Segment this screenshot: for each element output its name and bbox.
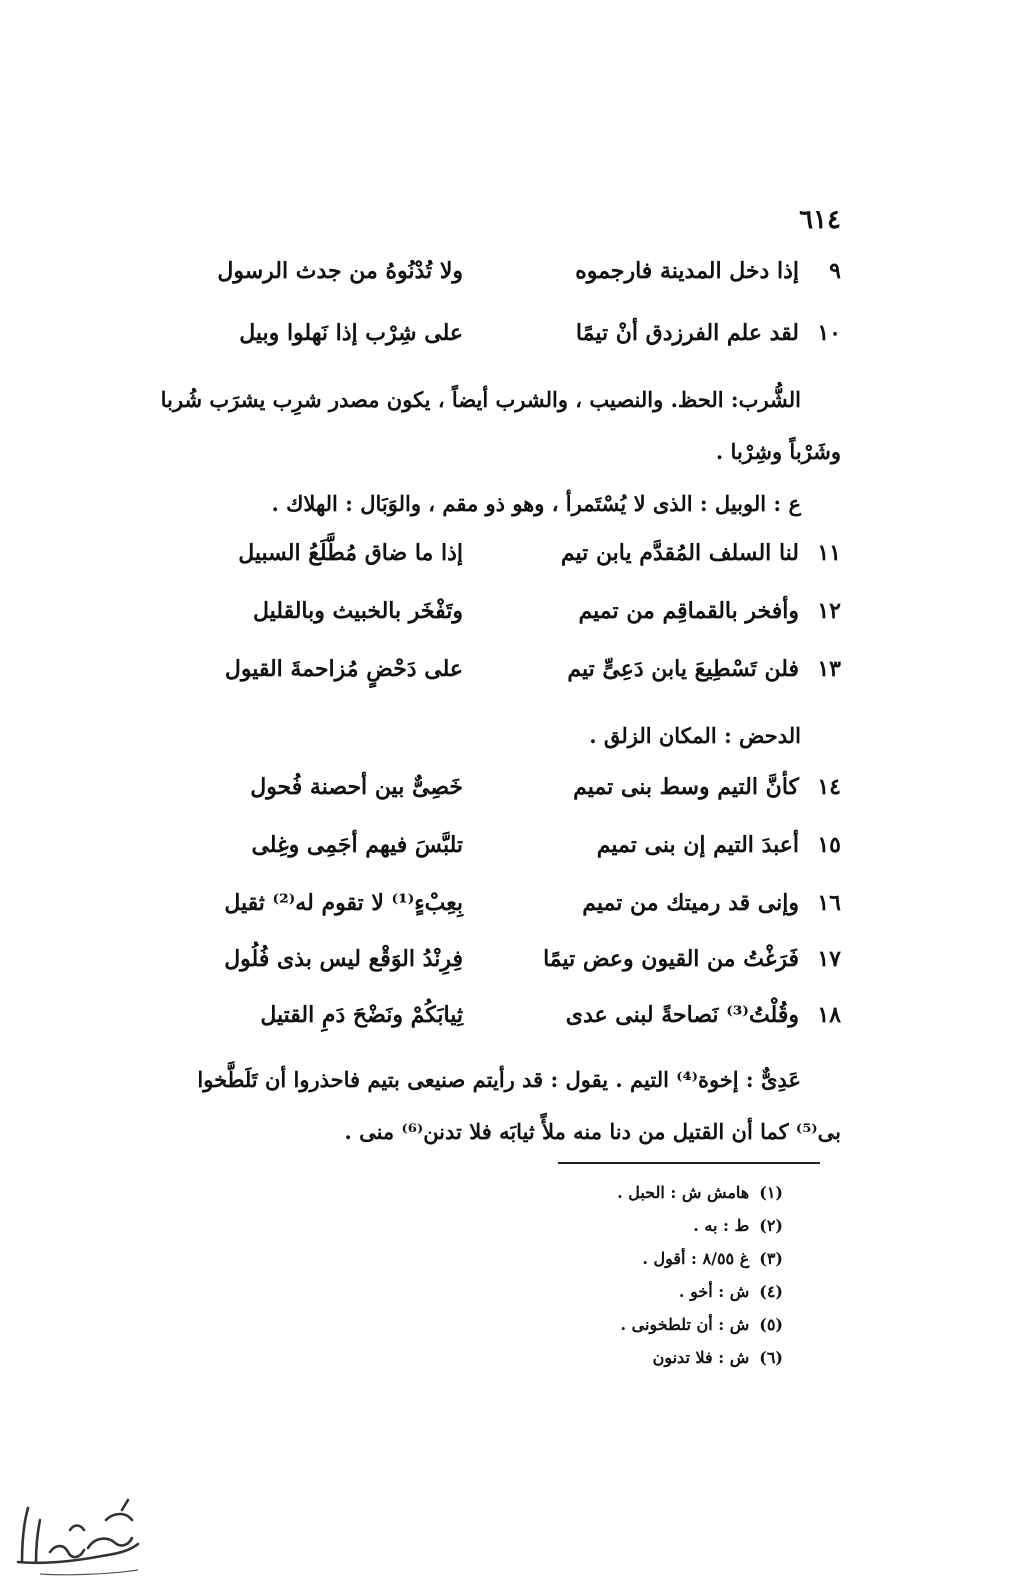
verse-line (181, 1002, 841, 1042)
verse-hemistich-first: لقد علم الفرزدق أنْ تيمًا (575, 320, 799, 346)
verse-line (181, 320, 841, 360)
verse-hemistich-second: إذا ما ضاق مُطَّلَعُ السبيل (238, 540, 463, 566)
footnote-number: (٢) (759, 1216, 783, 1235)
verse-line (181, 890, 841, 930)
library-stamp-icon (10, 1490, 150, 1580)
verse-hemistich-first: كأنَّ التيم وسط بنى تميم (573, 774, 799, 800)
verse-hemistich-second: وتَفْخَر بالخبيث وبالقليل (252, 598, 463, 624)
footnote (483, 1242, 783, 1275)
footnote (483, 1308, 783, 1341)
verse-hemistich-first: وإنى قد رميتك من تميم (582, 890, 799, 916)
verse-line (181, 946, 841, 986)
footnote-divider (558, 1162, 820, 1164)
footnote-number: (٣) (759, 1249, 783, 1268)
verse-line (181, 656, 841, 696)
page-number: ٦١٤ (799, 205, 841, 235)
verse-hemistich-second: بِعِبْءٍ⁽¹⁾ لا تقوم له⁽²⁾ ثقيل (224, 890, 463, 916)
commentary-paragraph: عَدِىٌّ : إخوة⁽⁴⁾ التيم . يقول : قد رأيتم صنيعى بتيم فاحذروا أن تَلَطَّخوا بى⁽⁵⁾ كما أن القتيل من دنا منه ملأً ثيابَه فلا تدنن⁽⁶⁾ منى . (197, 1067, 841, 1144)
footnote-text: غ ٨/٥٥ : أقول . (642, 1249, 750, 1268)
verse-number: ١١ (817, 540, 841, 566)
verse-line (181, 774, 841, 814)
verse-number: ١٥ (817, 832, 841, 858)
verse-line (181, 598, 841, 638)
footnote-text: ش : فلا تدنون (652, 1348, 750, 1367)
commentary-paragraph: الشُّرب: الحظ. والنصيب ، والشرب أيضاً ، يكون مصدر شرِب يشرَب شُربا وشَرْباً وشِرْبا . (160, 387, 841, 464)
footnote-number: (٦) (759, 1348, 783, 1367)
verse-hemistich-second: ثِيابَكُمْ ونَضْحَ دَمِ القتيل (260, 1002, 463, 1028)
verse-hemistich-first: فلن تَسْطِيعَ يابن دَعِىٍّ تيم (567, 656, 799, 682)
verse-number: ١٨ (817, 1002, 841, 1028)
footnote-text: ط : به . (693, 1216, 750, 1235)
verse-number: ١٠ (817, 320, 841, 346)
verse-hemistich-second: خَصِىٌّ بين أحصنة فُحول (250, 774, 463, 800)
verse-hemistich-first: أعبدَ التيم إن بنى تميم (596, 832, 799, 858)
verse-hemistich-first: لنا السلف المُقدَّم يابن تيم (560, 540, 799, 566)
verse-line (181, 832, 841, 872)
verse-line (181, 540, 841, 580)
footnotes (483, 1176, 783, 1374)
footnote (483, 1341, 783, 1374)
footnote-number: (٥) (759, 1315, 783, 1334)
commentary-paragraph: ع : الوبيل : الذى لا يُسْتَمرأ ، وهو ذو مقم ، والوَبَال : الهلاك . (271, 491, 801, 516)
verse-number: ١٧ (817, 946, 841, 972)
footnote (483, 1275, 783, 1308)
verse-number: ١٤ (817, 774, 841, 800)
verse-hemistich-first: وقُلْتُ⁽³⁾ نَصاحةً لبنى عدى (565, 1002, 799, 1028)
verse-hemistich-second: على شِرْب إذا نَهلوا وبيل (239, 320, 463, 346)
footnote-text: ش : أخو . (678, 1282, 750, 1301)
verse-hemistich-first: وأفخر بالقماقِم من تميم (578, 598, 799, 624)
verse-number: ١٣ (817, 656, 841, 682)
verse-hemistich-first: إذا دخل المدينة فارجموه (575, 258, 799, 284)
footnote-number: (١) (759, 1183, 783, 1202)
footnote (483, 1209, 783, 1242)
footnote-number: (٤) (759, 1282, 783, 1301)
verse-hemistich-first: فَرَغْتُ من القيون وعض تيمًا (543, 946, 799, 972)
verse-hemistich-second: فِرِنْدُ الوَقْع ليس بذى فُلُول (224, 946, 463, 972)
verse-hemistich-second: على دَحْضٍ مُزاحمةَ القيول (224, 656, 463, 682)
footnote-text: هامش ش : الحبل . (617, 1183, 750, 1202)
verse-hemistich-second: تلبَّسَ فيهم أجَمِى وغِلى (251, 832, 463, 858)
commentary-paragraph: الدحض : المكان الزلق . (589, 723, 801, 748)
verse-number: ٩ (829, 258, 841, 284)
verse-line (181, 258, 841, 298)
footnote (483, 1176, 783, 1209)
footnote-text: ش : أن تلطخونى . (620, 1315, 750, 1334)
verse-number: ١٦ (817, 890, 841, 916)
verse-number: ١٢ (817, 598, 841, 624)
verse-hemistich-second: ولا تُدْنُوهُ من جدث الرسول (217, 258, 463, 284)
